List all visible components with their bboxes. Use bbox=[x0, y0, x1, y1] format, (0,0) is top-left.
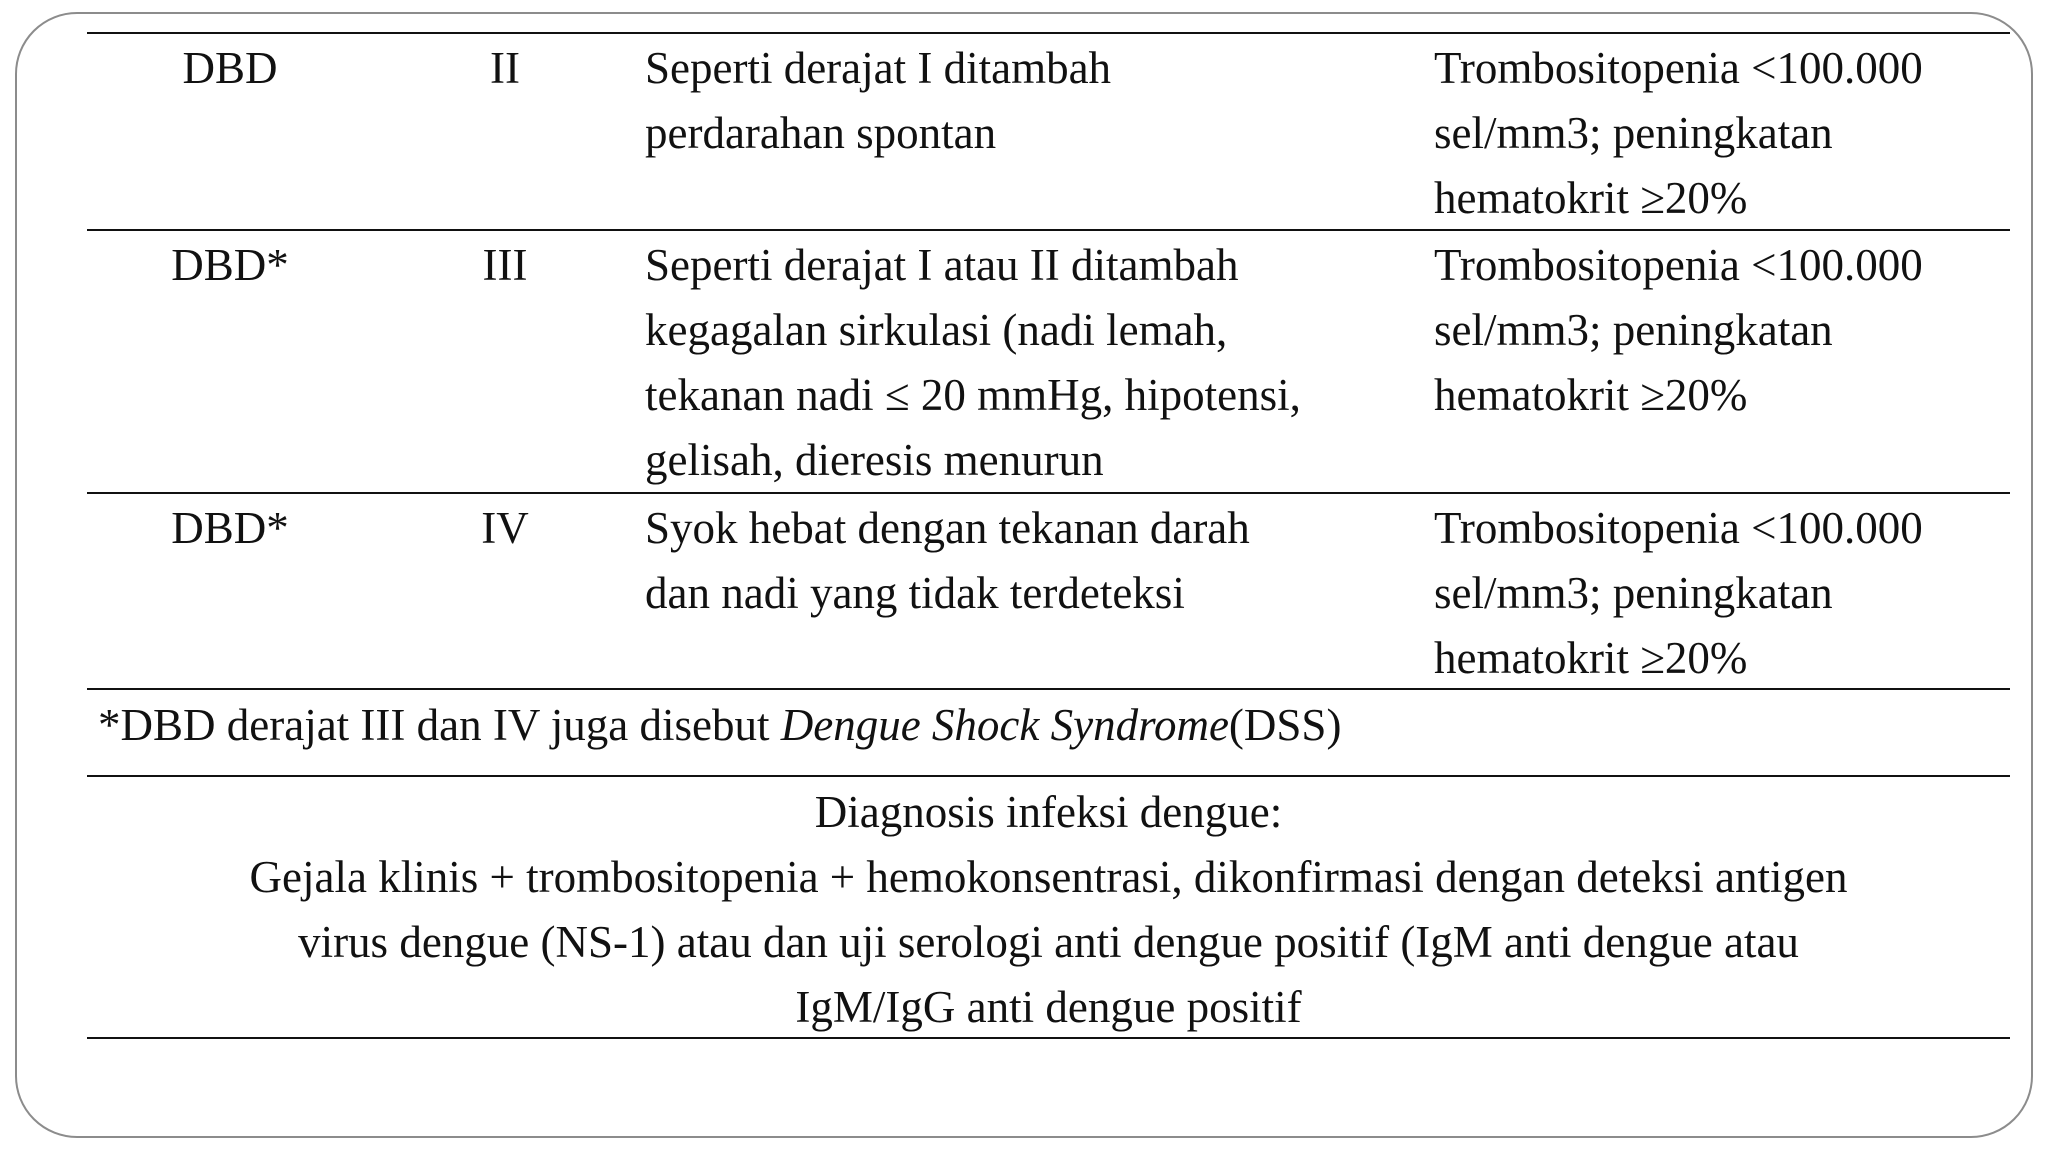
table-row-symptoms: Seperti derajat I ditambah perdarahan spontan bbox=[645, 43, 1112, 158]
footnote-suffix: (DSS) bbox=[1228, 700, 1342, 750]
table-row-grade: III bbox=[482, 240, 528, 290]
table-row-symptoms: Syok hebat dengan tekanan darah dan nadi yang tidak terdeteksi bbox=[645, 503, 1250, 618]
diagnosis-line: IgM/IgG anti dengue positif bbox=[795, 982, 1302, 1032]
diagnosis-line: Gejala klinis + trombositopenia + hemokonsentrasi, dikonfirmasi dengan deteksi antigen bbox=[249, 852, 1848, 902]
diagnosis-block bbox=[87, 780, 2010, 1040]
table-row-grade: II bbox=[490, 43, 520, 93]
table-row-lab: Trombositopenia <100.000 sel/mm3; peningkatan hematokrit ≥20% bbox=[1434, 43, 1923, 223]
diagnosis-heading: Diagnosis infeksi dengue: bbox=[814, 787, 1283, 837]
diagnosis-line: virus dengue (NS-1) atau dan uji serologi anti dengue positif (IgM anti dengue atau bbox=[298, 917, 1799, 967]
table-row-kind: DBD bbox=[182, 43, 278, 93]
table-row-symptoms: Seperti derajat I atau II ditambah kegagalan sirkulasi (nadi lemah, tekanan nadi ≤ 20 mmHg, hipotensi, gelisah, dieresis menurun bbox=[645, 240, 1301, 485]
footnote-prefix: *DBD derajat III dan IV juga disebut bbox=[98, 700, 781, 750]
table-row-grade: IV bbox=[481, 503, 529, 553]
table-row-kind: DBD* bbox=[171, 240, 289, 290]
footnote-rule bbox=[87, 775, 2010, 777]
table-row-lab: Trombositopenia <100.000 sel/mm3; peningkatan hematokrit ≥20% bbox=[1434, 240, 1923, 420]
footnote bbox=[98, 693, 1341, 758]
table-top-rule bbox=[87, 32, 2010, 34]
footnote-italic-term: Dengue Shock Syndrome bbox=[780, 700, 1229, 750]
table-row-lab: Trombositopenia <100.000 sel/mm3; peningkatan hematokrit ≥20% bbox=[1434, 503, 1923, 683]
table-row-kind: DBD* bbox=[171, 503, 289, 553]
